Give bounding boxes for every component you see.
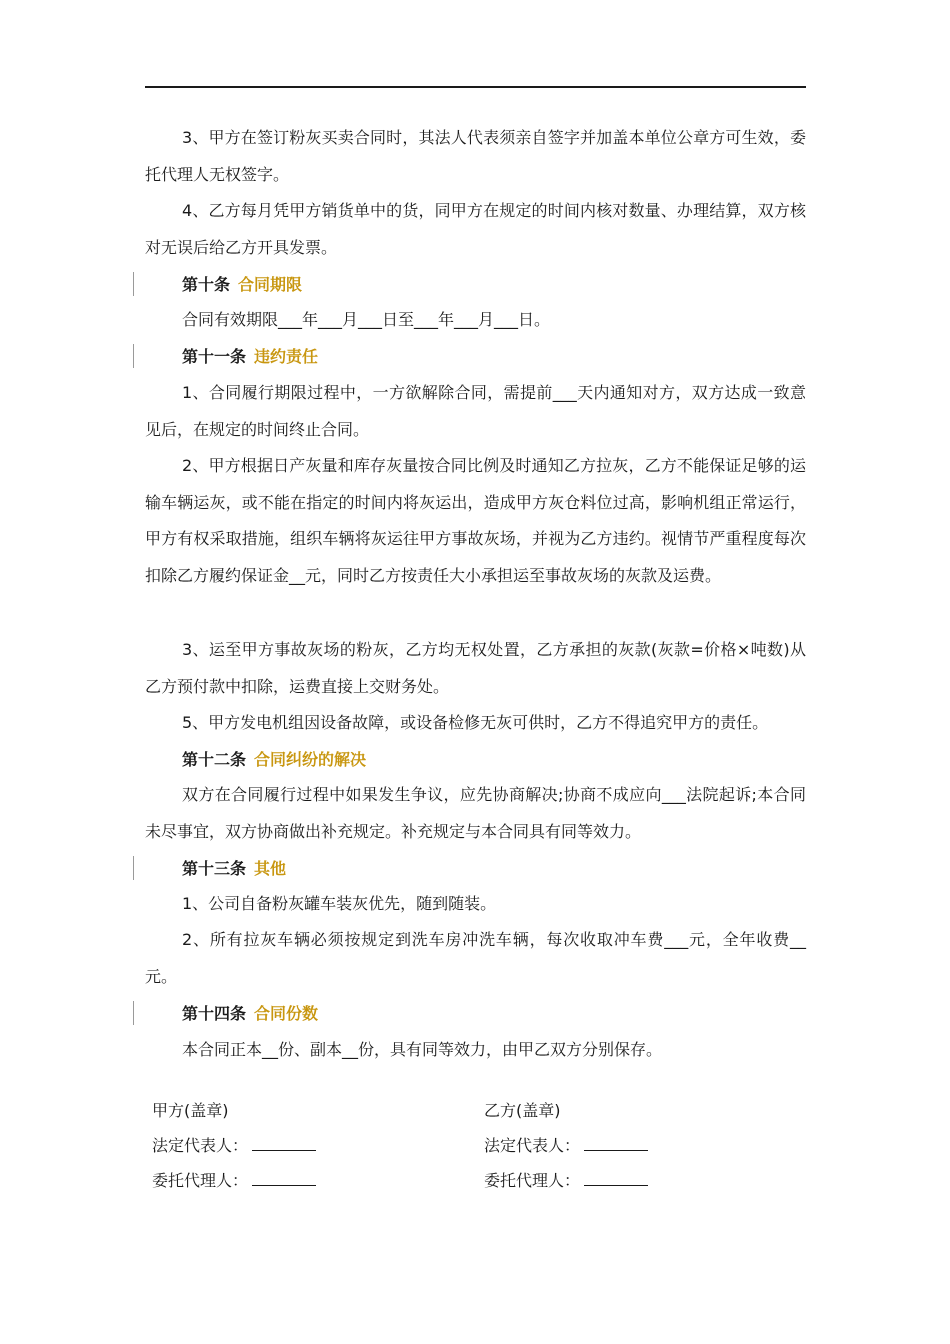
article-14-heading	[182, 1002, 318, 1026]
party-a-legal-rep-label: 法定代表人：	[152, 1136, 249, 1155]
article-12-title: 合同纠纷的解决	[254, 750, 367, 769]
margin-mark	[133, 1001, 134, 1025]
party-b-seal-label: 乙方(盖章)	[484, 1101, 561, 1120]
party-b-legal-rep-label: 法定代表人：	[484, 1136, 581, 1155]
party-b-agent	[484, 1169, 648, 1193]
article-14-title: 合同份数	[254, 1004, 319, 1023]
article-12-number: 第十二条	[182, 750, 247, 769]
party-b-agent-label: 委托代理人：	[484, 1171, 581, 1190]
margin-mark	[133, 856, 134, 880]
article-10-heading	[182, 273, 302, 297]
article-12-heading	[182, 748, 366, 772]
party-a-legal-rep-blank	[252, 1135, 316, 1151]
article-12-body: 双方在合同履行过程中如果发生争议，应先协商解决;协商不成应向___法院起诉;本合同未尽事宜，双方协商做出补充规定。补充规定与本合同具有同等效力。	[145, 785, 806, 841]
article-13-item-2: 2、所有拉灰车辆必须按规定到洗车房冲洗车辆，每次收取冲车费___元，全年收费__元。	[145, 930, 806, 986]
party-b-legal-rep	[484, 1134, 648, 1158]
margin-mark	[133, 344, 134, 368]
article-11-number: 第十一条	[182, 347, 247, 366]
article-11-item-5: 5、甲方发电机组因设备故障，或设备检修无灰可供时，乙方不得追究甲方的责任。	[182, 713, 769, 732]
header-rule	[145, 86, 806, 88]
article-11-title: 违约责任	[254, 347, 319, 366]
article-14-number: 第十四条	[182, 1004, 247, 1023]
article-11-heading	[182, 345, 318, 369]
party-a-agent	[152, 1169, 316, 1193]
article-13-heading	[182, 857, 286, 881]
party-a-seal-label: 甲方(盖章)	[152, 1101, 229, 1120]
article-10-title: 合同期限	[238, 275, 303, 294]
party-a-legal-rep	[152, 1134, 316, 1158]
party-b-agent-blank	[584, 1170, 648, 1186]
party-a-agent-blank	[252, 1170, 316, 1186]
article-13-number: 第十三条	[182, 859, 247, 878]
article-13-item-1: 1、公司自备粉灰罐车装灰优先，随到随装。	[182, 894, 497, 913]
article-10-number: 第十条	[182, 275, 231, 294]
article-14-body: 本合同正本__份、副本__份，具有同等效力，由甲乙双方分别保存。	[182, 1040, 663, 1059]
party-a-agent-label: 委托代理人：	[152, 1171, 249, 1190]
article-11-item-3: 3、运至甲方事故灰场的粉灰，乙方均无权处置，乙方承担的灰款(灰款=价格×吨数)从乙方预付款中扣除，运费直接上交财务处。	[145, 640, 806, 696]
clause-4-settlement: 4、乙方每月凭甲方销货单中的货，同甲方在规定的时间内核对数量、办理结算，双方核对无误后给乙方开具发票。	[145, 201, 806, 257]
article-10-body: 合同有效期限___年___月___日至___年___月___日。	[182, 310, 551, 329]
article-11-item-2: 2、甲方根据日产灰量和库存灰量按合同比例及时通知乙方拉灰，乙方不能保证足够的运输车辆运灰，或不能在指定的时间内将灰运出，造成甲方灰仓料位过高，影响机组正常运行，甲方有权采取措施，组织车辆将灰运往甲方事故灰场，并视为乙方违约。视情节严重程度每次扣除乙方履约保证金__元，同时乙方按责任大小承担运至事故灰场的灰款及运费。	[145, 456, 806, 585]
article-11-item-1: 1、合同履行期限过程中，一方欲解除合同，需提前___天内通知对方，双方达成一致意见后，在规定的时间终止合同。	[145, 383, 806, 439]
party-b-legal-rep-blank	[584, 1135, 648, 1151]
article-13-title: 其他	[254, 859, 287, 878]
clause-3-signing: 3、甲方在签订粉灰买卖合同时，其法人代表须亲自签字并加盖本单位公章方可生效，委托代理人无权签字。	[145, 128, 806, 184]
margin-mark	[133, 272, 134, 296]
